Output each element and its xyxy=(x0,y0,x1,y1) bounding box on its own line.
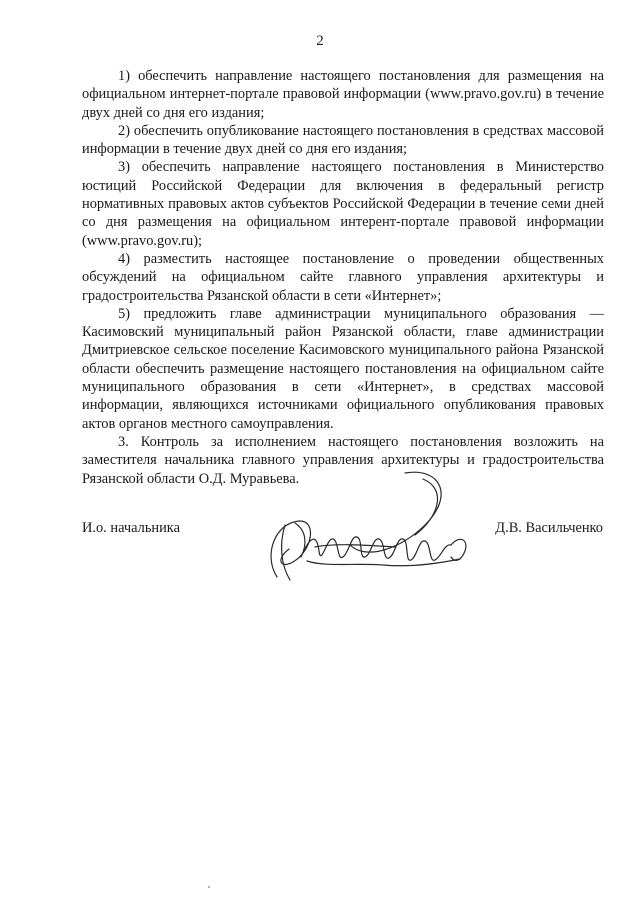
paragraph-item-1: 1) обеспечить направление настоящего постановления для размещения на официальном интернет-портале правовой информации (www.pravo.gov.ru) в течение двух дней со дня его издания; xyxy=(82,68,604,121)
paragraph-item-3: 3) обеспечить направление настоящего постановления в Министерство юстиций Российской Федерации для включения в федеральный регистр нормативных правовых актов субъектов Российской Федерации в течение семи дней со дня размещения на официальном интерент-портале правовой информации (www.pravo.gov.ru); xyxy=(82,159,604,249)
paragraph-item-5: 5) предложить главе администрации муниципального образования — Касимовский муниципальный район Рязанской области, главе администрации Дмитриевское сельское поселение Касимовского муниципального района Рязанской области обеспечить размещение настоящего постановления на официальном сайте муниципального образования в сети «Интернет», в средствах массовой информации, являющихся источниками официального опубликования правовых актов органов местного самоуправления. xyxy=(82,305,604,432)
signatory-title: И.о. начальника xyxy=(82,520,180,536)
paragraph-control-clause: 3. Контроль за исполнением настоящего постановления возложить на заместителя начальника главного управления архитектуры и градостроительства Рязанской области О.Д. Муравьева. xyxy=(82,433,604,487)
paragraph-item-4: 4) разместить настоящее постановление о проведении общественных обсуждений на официальном сайте главного управления архитектуры и градостроительства Рязанской области в сети «Интернет»; xyxy=(82,250,604,304)
document-body xyxy=(82,67,604,488)
page-number: 2 xyxy=(316,33,324,49)
signatory-name: Д.В. Васильченко xyxy=(495,520,603,536)
paragraph-item-2: 2) обеспечить опубликование настоящего постановления в средствах массовой информации в течение двух дней со дня его издания; xyxy=(82,122,604,158)
scan-artifact xyxy=(208,886,210,888)
handwritten-signature xyxy=(255,465,485,590)
